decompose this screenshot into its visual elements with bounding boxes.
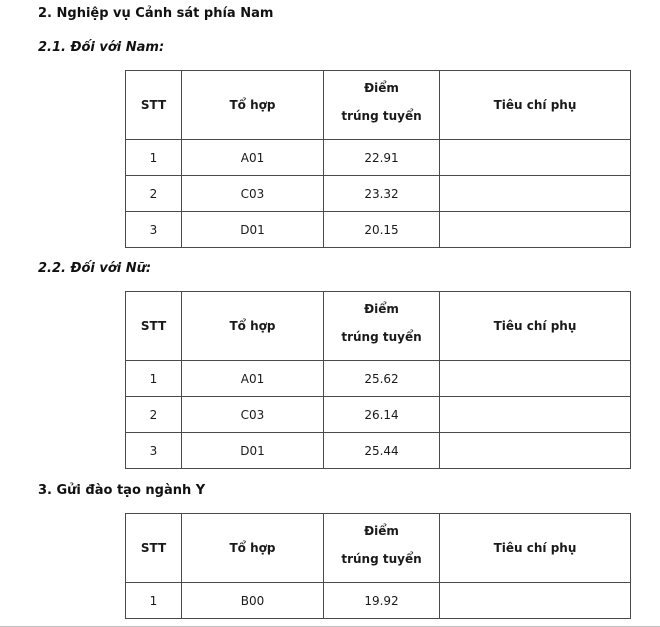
table-row xyxy=(126,361,631,397)
header-tieu-chi: Tiêu chí phụ xyxy=(440,71,631,140)
header-diem-line2: trúng tuyển xyxy=(341,552,422,566)
cell-diem: 23.32 xyxy=(324,176,440,212)
cell-to-hop: A01 xyxy=(182,361,324,397)
header-stt: STT xyxy=(126,292,182,361)
section-2-1-title: 2.1. Đối với Nam: xyxy=(38,40,165,55)
cell-stt: 3 xyxy=(126,433,182,469)
cell-diem: 22.91 xyxy=(324,140,440,176)
cell-tieu-chi xyxy=(440,433,631,469)
header-diem xyxy=(324,71,440,140)
cell-diem: 25.44 xyxy=(324,433,440,469)
header-diem-line2: trúng tuyển xyxy=(341,109,422,123)
header-diem xyxy=(324,292,440,361)
header-diem-line1: Điểm xyxy=(364,81,399,95)
table-header-row xyxy=(126,292,631,361)
cell-to-hop: C03 xyxy=(182,176,324,212)
cell-diem: 19.92 xyxy=(324,583,440,619)
cell-to-hop: A01 xyxy=(182,140,324,176)
cell-tieu-chi xyxy=(440,176,631,212)
cell-diem: 26.14 xyxy=(324,397,440,433)
table-row xyxy=(126,397,631,433)
cell-to-hop: C03 xyxy=(182,397,324,433)
header-stt: STT xyxy=(126,514,182,583)
cell-tieu-chi xyxy=(440,140,631,176)
female-score-table xyxy=(125,291,631,469)
cell-tieu-chi xyxy=(440,212,631,248)
cell-stt: 2 xyxy=(126,176,182,212)
cell-to-hop: D01 xyxy=(182,212,324,248)
header-diem-line1: Điểm xyxy=(364,302,399,316)
cell-stt: 1 xyxy=(126,583,182,619)
table-row xyxy=(126,433,631,469)
table-header-row xyxy=(126,514,631,583)
section-2-title: 2. Nghiệp vụ Cảnh sát phía Nam xyxy=(38,6,274,21)
section-3-title: 3. Gửi đào tạo ngành Y xyxy=(38,483,206,498)
table-row xyxy=(126,176,631,212)
header-diem-line2: trúng tuyển xyxy=(341,330,422,344)
header-diem-line1: Điểm xyxy=(364,524,399,538)
table-row xyxy=(126,212,631,248)
header-to-hop: Tổ hợp xyxy=(182,292,324,361)
header-to-hop: Tổ hợp xyxy=(182,514,324,583)
header-tieu-chi: Tiêu chí phụ xyxy=(440,292,631,361)
table-row xyxy=(126,140,631,176)
table-row xyxy=(126,583,631,619)
cell-to-hop: D01 xyxy=(182,433,324,469)
header-tieu-chi: Tiêu chí phụ xyxy=(440,514,631,583)
section-2-2-title: 2.2. Đối với Nữ: xyxy=(38,261,152,276)
cell-tieu-chi xyxy=(440,361,631,397)
table-header-row xyxy=(126,71,631,140)
cell-stt: 3 xyxy=(126,212,182,248)
cell-diem: 20.15 xyxy=(324,212,440,248)
cell-stt: 2 xyxy=(126,397,182,433)
header-to-hop: Tổ hợp xyxy=(182,71,324,140)
header-diem xyxy=(324,514,440,583)
cell-tieu-chi xyxy=(440,583,631,619)
cell-stt: 1 xyxy=(126,361,182,397)
male-score-table xyxy=(125,70,631,248)
header-stt: STT xyxy=(126,71,182,140)
medical-score-table xyxy=(125,513,631,619)
cell-diem: 25.62 xyxy=(324,361,440,397)
cell-tieu-chi xyxy=(440,397,631,433)
cell-to-hop: B00 xyxy=(182,583,324,619)
cell-stt: 1 xyxy=(126,140,182,176)
